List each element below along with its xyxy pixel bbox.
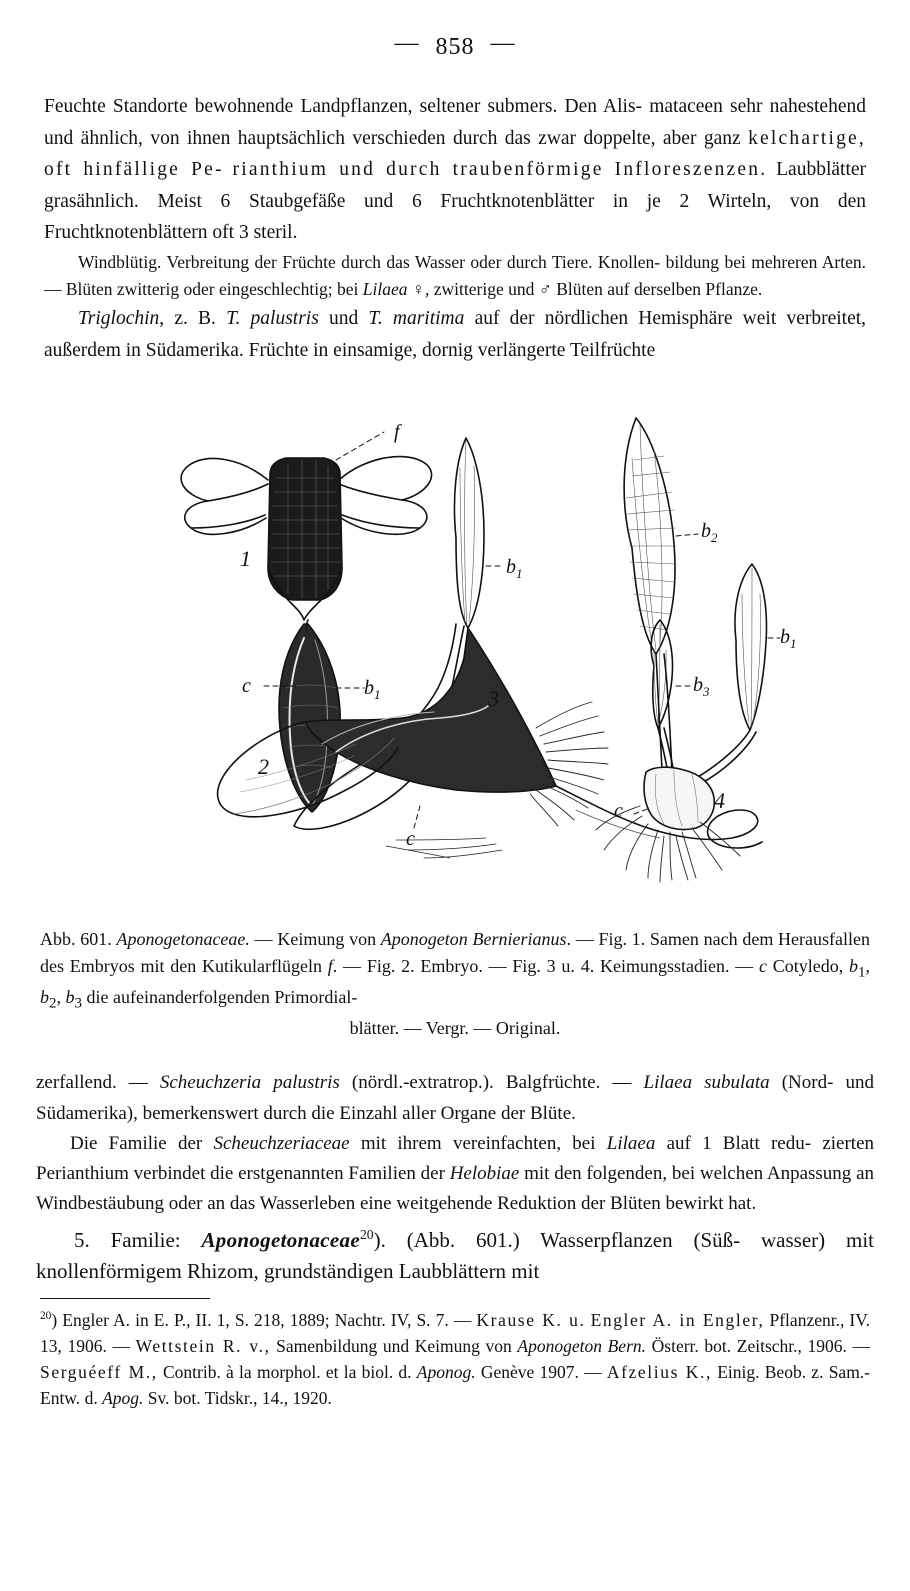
footnote-line2a: Pflanzenr., IV. 13, 1906. — [40,1309,870,1356]
caption-line4: blätter. — Vergr. — Original. [349,1018,561,1039]
p5-line1c: auf 1 Blatt redu- [655,1132,812,1154]
page-number-dash-right: — [490,30,516,56]
footnote-line2b: Samenbildung und [270,1335,410,1356]
p5-genus-lilaea: Lilaea [606,1132,656,1154]
p3-species-maritima: T. maritima [368,308,465,330]
caption-line3c: , [865,956,870,977]
caption-line3a: Fig. 3 u. 4. Keimungsstadien. — [512,956,759,977]
p5-line4: Reduktion der Blüten bewirkt hat. [497,1192,757,1214]
footnote-line3c: Contrib. à la [157,1362,252,1383]
caption-label-b1-sub: 1 [858,964,866,981]
caption-line3d: , [56,987,66,1008]
family-name: Aponogetonaceae [201,1227,360,1252]
footnote-line3b: Österr. bot. Zeitschr., 1906. — [646,1335,871,1356]
figure-label-c-right: c [614,800,623,823]
figure-label-b3: $b_3$ [693,674,710,700]
paragraph-4 [36,1068,874,1128]
paragraph-2 [44,249,866,303]
family-line2: wasser) mit knollenförmigem Rhizom, grundständigen Laubblättern mit [36,1227,874,1284]
caption-line1a: Abb. 601. [40,929,117,950]
figure-601 [36,388,874,918]
p1-line3b: kelchartige, oft hinfällige Pe- [44,127,866,181]
paragraph-5 [36,1129,874,1219]
family-line1b: ). (Abb. 601.) Wasserpflanzen (Süß- [373,1227,741,1252]
p3-species-palustris: T. palustris [226,308,319,330]
caption-line3b: Cotyledo, [766,956,849,977]
p1-line5: grasähnlich. Meist 6 Staubgefäße und 6 Fruchtknotenblätter in je 2 Wirteln, [44,190,772,212]
p4-species-lilaea: Lilaea subulata [643,1072,770,1094]
p5-line2b: mit den folgenden, [519,1162,668,1184]
p3-line2: verbreitet, außerdem in Südamerika. Früchte in einsamige, dornig verlängerte Teilfrüchte [44,308,867,361]
caption-label-b2: b [40,987,49,1008]
caption-label-f: f [327,956,333,977]
page-number [36,30,874,61]
p2-genus-lilaea: Lilaea [362,279,408,300]
p2-line2b: ♀, zwitterige [407,279,504,300]
p4-species-scheuchzeria: Scheuchzeria palustris [159,1072,340,1094]
footnote-line1a: ) Engler A. in E. P., II. 1, S. 218, 1889; Nachtr. IV, S. 7. — [51,1309,477,1330]
p3-line1a: , z. B. [159,308,227,330]
footnote-species-aponogeton: Aponogeton Bern. [517,1335,647,1356]
p3-line1b: und [318,308,369,330]
figure-label-b1-top: $b_1$ [506,556,523,582]
paragraph-3 [44,303,866,366]
footnote-author-sergueeff: Serguéeff M., [40,1362,158,1383]
page [0,30,910,1591]
figure-label-c-left: c [242,675,251,698]
caption-line2a: nach dem Herausfallen des Embryos mit den Kutikularflügeln [40,929,871,977]
main-text [44,91,866,366]
p5-line3: bei welchen Anpassung an Windbestäubung oder an das Wasserleben eine weitgehende [36,1162,874,1214]
caption-species: Aponogeton Bernierianus [380,929,567,950]
caption-label-b3: b [65,987,75,1008]
footnote-genus-aponog: Aponog. [416,1362,476,1383]
footnote-genus-apog: Apog. [102,1388,144,1409]
p3-line1c: auf der nördlichen Hemisphäre weit [464,308,777,330]
footnote-line3a: Keimung von [414,1335,518,1356]
footnote-line5a: d. [84,1388,103,1409]
footnote-author-wettstein: Wettstein R. v., [135,1335,271,1356]
after-figure-text [36,1068,874,1287]
p1-line4a: rianthium und durch traubenförmige Infloreszenzen. [232,159,768,181]
figure-number-1: 1 [240,546,251,572]
p2-line3: und ♂ Blüten auf derselben Pflanze. [508,279,763,300]
p1-line3a: durch das zwar doppelte, aber ganz [452,127,749,149]
figure-number-3: 3 [488,686,499,712]
footnote-author-afzelius: Afzelius K., [606,1362,712,1383]
p4-line1b: (nördl.-extratrop.). Balgfrüchte. — [339,1072,644,1094]
footnote-line4c: Einig. Beob. z. Sam.-Entw. [40,1362,871,1409]
footnote-line4a: morphol. et la biol. d. [256,1362,417,1383]
footnote-author-krause: Krause K. u. [476,1309,586,1330]
footnote-line5b: Sv. bot. Tidskr., 14., 1920. [143,1388,332,1409]
caption-line1b: — Keimung von [249,929,381,950]
botanical-illustration-svg [36,388,874,908]
family-footnote-marker: 20 [359,1226,374,1242]
figure-number-2: 2 [258,754,269,780]
caption-family: Aponogetonaceae. [116,929,250,950]
caption-label-b2-sub: 2 [49,995,57,1012]
p1-line2: mataceen sehr nahestehend und ähnlich, von ihnen hauptsächlich verschieden [44,96,866,149]
caption-label-b1: b [849,956,858,977]
p1-line1: Feuchte Standorte bewohnende Landpflanzen, seltener submers. Den Alis- [44,96,643,117]
figure-label-b2: $b_2$ [701,520,718,546]
caption-line3e: die aufeinanderfolgenden Primordial- [82,987,358,1008]
footnote-divider [40,1298,210,1299]
p1-line4b: Laubblätter [767,159,867,181]
figure-label-f: f [394,421,400,444]
footnote-author-engler: Engler A. in Engler, [590,1309,765,1330]
p3-genus-triglochin: Triglochin [78,308,160,330]
p2-line2a: bildung bei mehreren Arten. — Blüten zwitterig oder eingeschlechtig; bei [44,251,866,300]
family-heading [36,1225,874,1288]
p5-family-scheuchzeriaceae: Scheuchzeriaceae [213,1132,350,1154]
p5-line2a: zierten Perianthium verbindet die erstgenannten Familien der [36,1132,875,1184]
p5-line1b: mit ihrem vereinfachten, bei [349,1132,607,1154]
p4-line1a: zerfallend. — [36,1072,160,1094]
figure-caption [40,926,870,1042]
page-number-dash-left: — [394,30,420,56]
p2-line1: Windblütig. Verbreitung der Früchte durch das Wasser oder durch Tiere. Knollen- [78,251,661,272]
p5-taxon-helobiae: Helobiae [449,1162,520,1184]
p4-line2: (Nord- und Südamerika), bemerkenswert durch die Einzahl aller Organe der Blüte. [36,1072,875,1124]
paragraph-1 [44,91,866,249]
figure-label-b1-right: $b_1$ [780,626,797,652]
figure-number-4: 4 [714,788,725,814]
p1-line6: von den Fruchtknotenblättern oft 3 steril. [44,190,866,244]
page-number-value: 858 [435,34,475,60]
figure-label-c-center: c [406,828,415,851]
figure-canvas [36,388,874,908]
p5-line1a: Die Familie der [70,1132,214,1154]
family-number-label: 5. Familie: [74,1227,202,1252]
caption-line1c: . — Fig. 1. Samen [566,929,699,950]
footnote-line4b: Genève 1907. — [475,1362,607,1383]
footnote-20 [40,1307,870,1412]
caption-label-c: c [758,956,767,977]
figure-label-b1-mid: $b_1$ [364,677,381,703]
caption-label-b3-sub: 3 [74,995,82,1012]
footnote-marker: 20 [40,1309,52,1322]
caption-line2b: . — Fig. 2. Embryo. — [332,956,507,977]
